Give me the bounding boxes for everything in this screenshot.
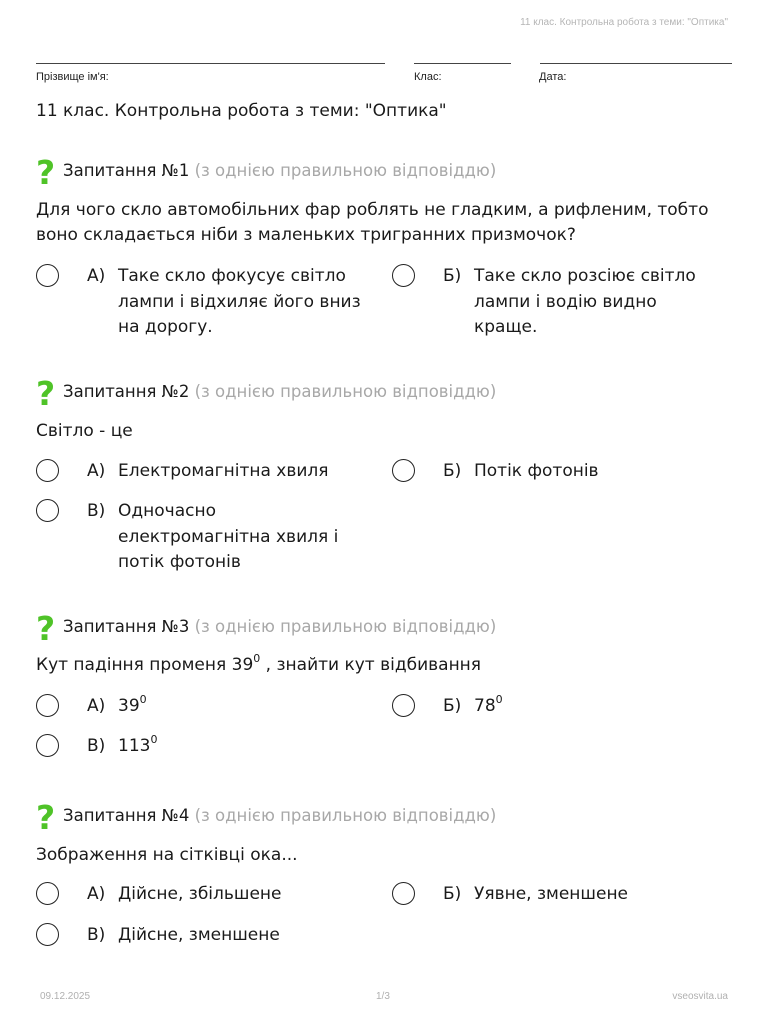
- class-field-label: Клас:: [414, 71, 442, 83]
- option-letter: Б): [443, 461, 462, 481]
- date-field-label: Дата:: [539, 71, 567, 83]
- option-text: [474, 694, 719, 720]
- question-mark-icon: ?: [36, 374, 56, 413]
- question-header: [36, 609, 736, 648]
- footer-site-link[interactable]: vseosvita.ua: [672, 991, 728, 1002]
- option-letter: В): [87, 501, 106, 521]
- radio-circle[interactable]: [36, 459, 59, 482]
- question-mark-icon: ?: [36, 153, 56, 192]
- question-hint: (з однією правильною відповіддю): [194, 806, 497, 825]
- question-1: [36, 153, 736, 337]
- option-letter: Б): [443, 884, 462, 904]
- option-text: Одночасно електромагнітна хвиля і потік фотонів: [118, 501, 339, 572]
- question-header: [36, 153, 736, 192]
- page-title: 11 клас. Контрольна робота з теми: "Оптика": [36, 101, 447, 121]
- question-hint: (з однією правильною відповіддю): [194, 161, 497, 180]
- radio-circle[interactable]: [36, 882, 59, 905]
- option-letter: В): [87, 925, 106, 945]
- question-header: [36, 798, 736, 837]
- option-letter: Б): [443, 696, 462, 716]
- option-letter: Б): [443, 266, 462, 286]
- radio-circle[interactable]: [392, 459, 415, 482]
- option-text: Дійсне, зменшене: [118, 925, 280, 945]
- option-text: Таке скло розсіює світло лампи і водію видно краще.: [474, 266, 696, 337]
- question-number: Запитання №4: [63, 806, 190, 825]
- name-field-label: Прізвище ім'я:: [36, 71, 109, 83]
- question-text-main: Кут падіння променя 39: [36, 655, 254, 675]
- question-hint: (з однією правильною відповіддю): [194, 617, 497, 636]
- question-4: [36, 798, 736, 945]
- option-letter: А): [87, 696, 106, 716]
- radio-circle[interactable]: [36, 499, 59, 522]
- question-title: [63, 617, 496, 636]
- option-text: Потік фотонів: [474, 461, 599, 481]
- question-text: Для чого скло автомобільних фар роблять не гладким, а рифленим, тобто воно складається ніби з маленьких тригранних призмочок?: [36, 200, 709, 245]
- option-value: 39: [118, 696, 140, 716]
- radio-circle[interactable]: [36, 264, 59, 287]
- option-text: Електромагнітна хвиля: [118, 461, 329, 481]
- question-text: Зображення на сітківці ока...: [36, 845, 298, 865]
- option-letter: В): [87, 736, 106, 756]
- degree-superscript: 0: [253, 652, 261, 665]
- radio-circle[interactable]: [36, 923, 59, 946]
- option-value: 78: [474, 696, 496, 716]
- option-text: [118, 734, 363, 760]
- degree-superscript: 0: [495, 693, 503, 706]
- question-number: Запитання №2: [63, 382, 190, 401]
- question-hint: (з однією правильною відповіддю): [194, 382, 497, 401]
- date-field-line[interactable]: [540, 63, 732, 64]
- name-field-line[interactable]: [36, 63, 385, 64]
- option-value: 113: [118, 736, 151, 756]
- radio-circle[interactable]: [392, 882, 415, 905]
- document-header-title: 11 клас. Контрольна робота з теми: "Оптика": [520, 17, 728, 28]
- radio-circle[interactable]: [392, 694, 415, 717]
- question-title: [63, 382, 496, 401]
- degree-superscript: 0: [150, 733, 158, 746]
- option-text: Уявне, зменшене: [474, 884, 629, 904]
- question-title: [63, 161, 496, 180]
- question-text: [36, 653, 736, 678]
- option-letter: А): [87, 266, 106, 286]
- radio-circle[interactable]: [392, 264, 415, 287]
- question-mark-icon: ?: [36, 609, 56, 648]
- footer-date: 09.12.2025: [40, 991, 91, 1002]
- option-text: Дійсне, збільшене: [118, 884, 282, 904]
- degree-superscript: 0: [139, 693, 147, 706]
- question-header: [36, 374, 736, 413]
- question-text-tail: , знайти кут відбивання: [260, 655, 482, 675]
- question-number: Запитання №3: [63, 617, 190, 636]
- class-field-line[interactable]: [414, 63, 511, 64]
- option-text: Таке скло фокусує світло лампи і відхиляє його вниз на дорогу.: [118, 266, 361, 337]
- option-text: [118, 694, 363, 720]
- question-text: Світло - це: [36, 421, 133, 441]
- question-title: [63, 806, 496, 825]
- question-mark-icon: ?: [36, 798, 56, 837]
- question-number: Запитання №1: [63, 161, 190, 180]
- question-2: [36, 374, 736, 572]
- radio-circle[interactable]: [36, 694, 59, 717]
- question-3: [36, 609, 736, 756]
- option-letter: А): [87, 461, 106, 481]
- footer-page-number: 1/3: [376, 991, 390, 1002]
- radio-circle[interactable]: [36, 734, 59, 757]
- option-letter: А): [87, 884, 106, 904]
